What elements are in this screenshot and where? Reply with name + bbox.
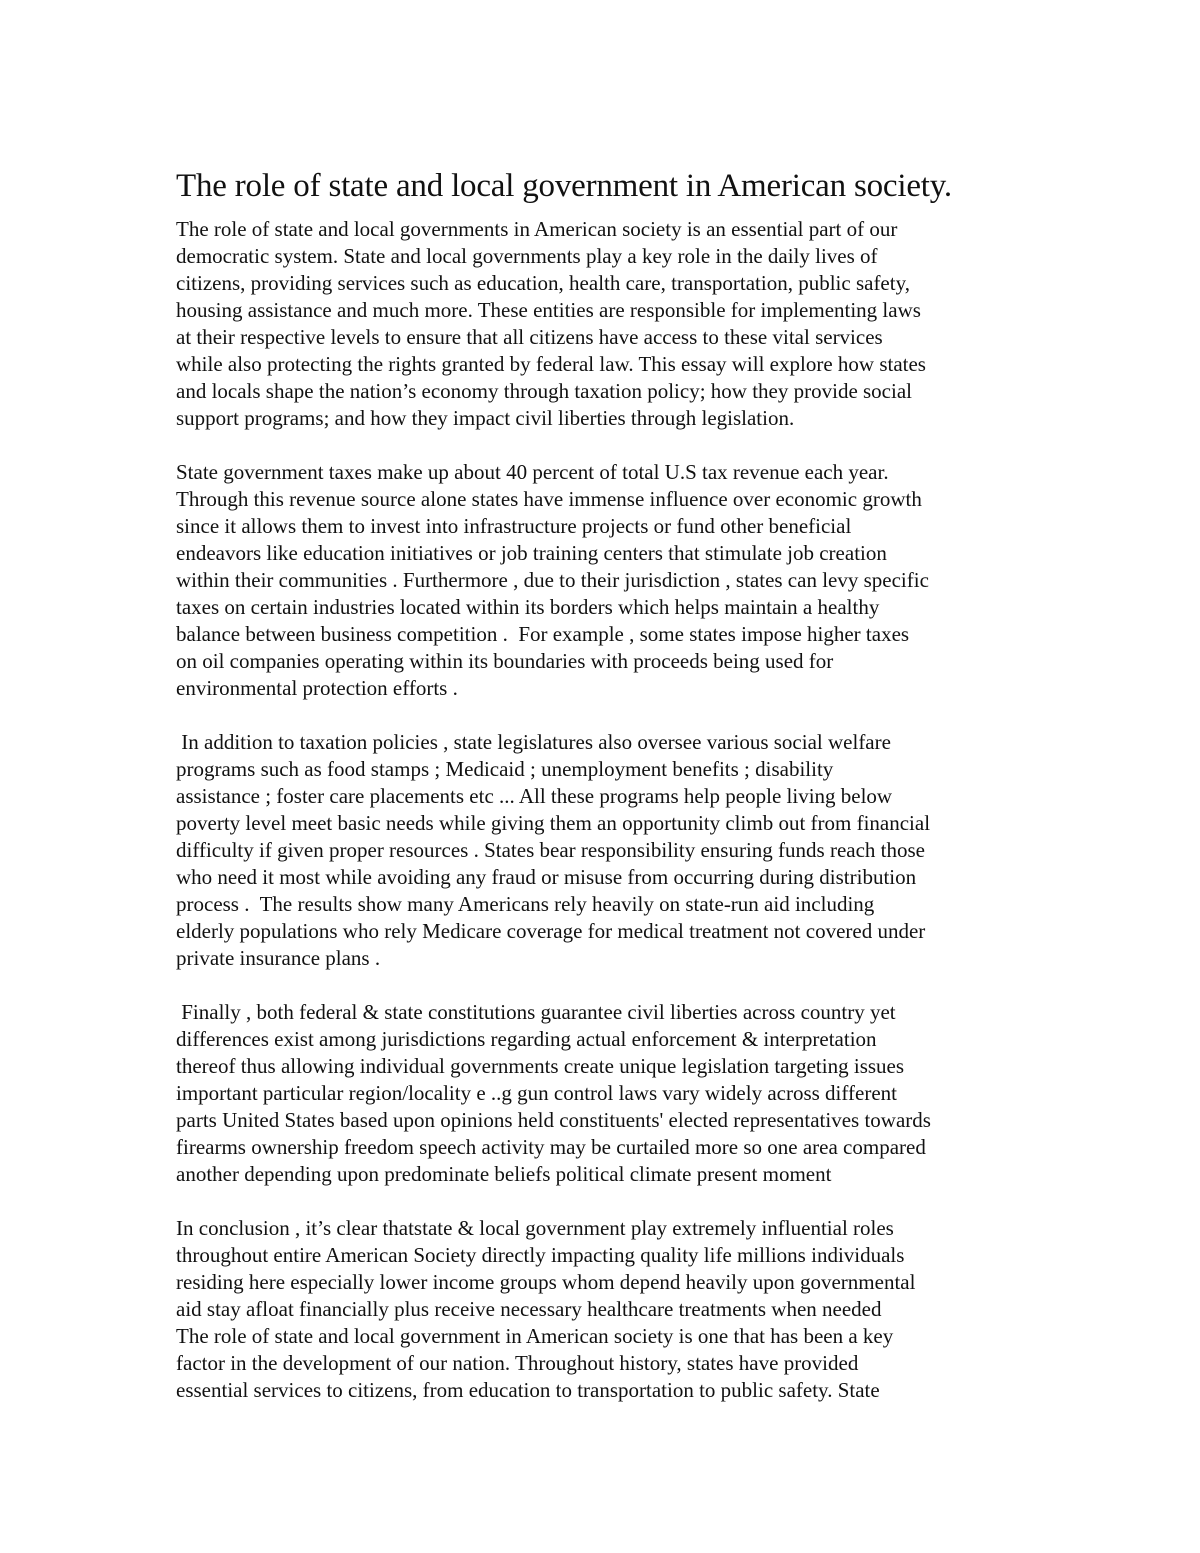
text-line: at their respective levels to ensure that all citizens have access to these vital services: [176, 325, 883, 349]
text-line: within their communities . Furthermore , due to their jurisdiction , states can levy specific: [176, 568, 929, 592]
text-line: since it allows them to invest into infrastructure projects or fund other beneficial: [176, 514, 852, 538]
text-line: another depending upon predominate beliefs political climate present moment: [176, 1162, 832, 1186]
paragraph-spacer: [176, 1188, 1036, 1215]
text-line: assistance ; foster care placements etc ... All these programs help people living below: [176, 784, 893, 808]
text-line: factor in the development of our nation. Throughout history, states have provided: [176, 1351, 859, 1375]
text-line: while also protecting the rights granted by federal law. This essay will explore how states: [176, 352, 926, 376]
text-line: essential services to citizens, from education to transportation to public safety. State: [176, 1378, 880, 1402]
text-line: taxes on certain industries located within its borders which helps maintain a healthy: [176, 595, 880, 619]
paragraph-spacer: [176, 432, 1036, 459]
text-line: housing assistance and much more. These entities are responsible for implementing laws: [176, 298, 921, 322]
text-line: environmental protection efforts .: [176, 676, 458, 700]
text-line: State government taxes make up about 40 percent of total U.S tax revenue each year.: [176, 460, 889, 484]
text-line: difficulty if given proper resources . States bear responsibility ensuring funds reach those: [176, 838, 925, 862]
paragraph-taxation: [176, 459, 1036, 702]
text-line: thereof thus allowing individual governments create unique legislation targeting issues: [176, 1054, 905, 1078]
text-line: In conclusion , it’s clear thatstate & local government play extremely influential roles: [176, 1216, 894, 1240]
document-title: The role of state and local government in American society.: [176, 168, 952, 204]
text-line: firearms ownership freedom speech activity may be curtailed more so one area compared: [176, 1135, 926, 1159]
text-line: who need it most while avoiding any fraud or misuse from occurring during distribution: [176, 865, 917, 889]
text-line: The role of state and local governments in American society is an essential part of our: [176, 217, 898, 241]
text-line: parts United States based upon opinions held constituents' elected representatives towards: [176, 1108, 931, 1132]
paragraph-conclusion: [176, 1215, 1036, 1404]
text-line: poverty level meet basic needs while giving them an opportunity climb out from financial: [176, 811, 931, 835]
text-line: process . The results show many Americans rely heavily on state-run aid including: [176, 892, 875, 916]
text-line: important particular region/locality e ..g gun control laws vary widely across different: [176, 1081, 897, 1105]
text-line: elderly populations who rely Medicare coverage for medical treatment not covered under: [176, 919, 926, 943]
text-line: Finally , both federal & state constitutions guarantee civil liberties across country yet: [176, 1000, 896, 1024]
text-line: on oil companies operating within its boundaries with proceeds being used for: [176, 649, 834, 673]
text-line: aid stay afloat financially plus receive necessary healthcare treatments when needed: [176, 1297, 882, 1321]
text-line: The role of state and local government in American society is one that has been a key: [176, 1324, 894, 1348]
text-line: endeavors like education initiatives or job training centers that stimulate job creation: [176, 541, 887, 565]
paragraph-civil-liberties: [176, 999, 1036, 1188]
text-line: democratic system. State and local governments play a key role in the daily lives of: [176, 244, 878, 268]
paragraph-spacer: [176, 702, 1036, 729]
document-body: [176, 166, 1036, 1404]
text-line: support programs; and how they impact civil liberties through legislation.: [176, 406, 795, 430]
text-line: residing here especially lower income groups whom depend heavily upon governmental: [176, 1270, 916, 1294]
text-line: In addition to taxation policies , state legislatures also oversee various social welfare: [176, 730, 891, 754]
text-line: private insurance plans .: [176, 946, 381, 970]
text-line: citizens, providing services such as education, health care, transportation, public safety,: [176, 271, 910, 295]
text-line: balance between business competition . For example , some states impose higher taxes: [176, 622, 910, 646]
text-line: programs such as food stamps ; Medicaid ; unemployment benefits ; disability: [176, 757, 834, 781]
paragraph-introduction: [176, 216, 1036, 432]
text-line: differences exist among jurisdictions regarding actual enforcement & interpretation: [176, 1027, 877, 1051]
text-line: throughout entire American Society directly impacting quality life millions individuals: [176, 1243, 905, 1267]
paragraph-social-welfare: [176, 729, 1036, 972]
paragraph-spacer: [176, 972, 1036, 999]
text-line: Through this revenue source alone states have immense influence over economic growth: [176, 487, 922, 511]
text-line: and locals shape the nation’s economy through taxation policy; how they provide social: [176, 379, 912, 403]
